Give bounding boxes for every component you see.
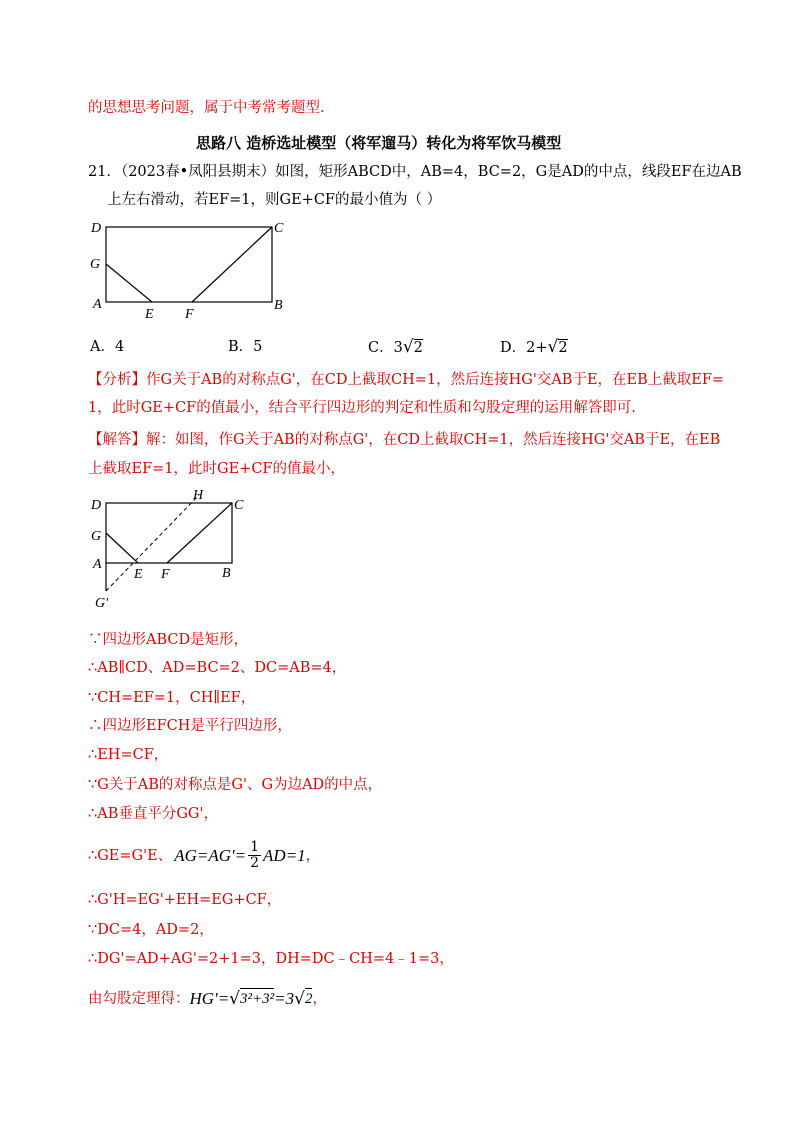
fraction-numerator: 1 [250,839,260,855]
option-c-radicand: 2 [413,340,423,356]
problem-line-1: 21．（2023春•凤阳县期末）如图，矩形ABCD中，AB=4，BC=2，G是AD的中点，线段EF在边AB [88,164,742,180]
option-d-prefix: D．2+ [500,340,548,356]
analysis-tag: 【分析】 [88,372,146,388]
label-c: C [274,221,284,236]
step-8-suffix: ， [305,847,321,864]
radical-sign: √ [547,337,559,357]
radical-sign: √ [402,337,414,357]
solution-line-1 [88,430,720,450]
label-a: A [93,297,102,312]
step-10: ∵DC=4，AD=2， [88,922,214,938]
option-c-prefix: C．3 [368,340,403,356]
rect-abcd-2 [106,503,232,563]
label-f: F [185,307,194,322]
segment-fc [167,503,232,563]
intro-line: 的思想思考问题，属于中考常考题型. [88,100,325,116]
label-d: D [91,221,102,236]
step-8 [88,840,320,871]
option-b[interactable]: B．5 [228,339,263,355]
label-b: B [274,298,283,313]
label-e: E [134,567,143,582]
segment-fc [192,227,272,302]
dashed-g-prime-h [106,495,199,591]
step-8-math-right: AD=1 [263,845,306,865]
fraction-half [248,840,261,871]
radical-sign: √ [294,988,305,1009]
segment-ge [106,533,138,563]
step-8-math-left: AG=AG'= [174,845,247,865]
option-d[interactable] [500,337,568,358]
option-a[interactable]: A．4 [90,339,125,355]
problem-line-2: 上左右滑动，若EF=1，则GE+CF的最小值为（ ） [107,192,442,208]
step-3: ∵CH=EF=1，CH∥EF， [88,690,256,706]
label-h: H [193,488,204,503]
option-d-radicand: 2 [558,340,568,356]
step-9: ∴G'H=EG'+EH=EG+CF， [88,892,282,908]
figure-rectangle-2 [85,485,255,615]
label-a: A [93,557,102,572]
label-f: F [161,567,170,582]
figure-rectangle-1 [85,215,295,325]
label-e: E [145,307,154,322]
step-11: ∴DG'=AD+AG'=2+1=3，DH=DC﹣CH=4﹣1=3， [88,951,454,967]
label-g: G [90,257,101,272]
step-2: ∴AB∥CD、AD=BC=2、DC=AB=4， [88,660,347,676]
solution-line-2: 上截取EF=1，此时GE+CF的值最小， [88,461,345,477]
step-7: ∴AB垂直平分GG'， [88,806,219,822]
solution-tag: 【解答】 [88,432,146,448]
solution-text-1: 解：如图，作G关于AB的对称点G'，在CD上截取CH=1，然后连接HG'交AB于E，在EB [146,432,721,448]
analysis-line-2: 1，此时GE+CF的值最小，结合平行四边形的判定和性质和勾股定理的运用解答即可. [88,400,636,416]
section-title: 思路八 造桥选址模型（将军遛马）转化为将军饮马模型 [196,134,562,152]
final-math-left: HG'= [189,988,230,1008]
segment-ge [106,264,152,302]
rect-abcd [106,227,272,302]
final-prefix: 由勾股定理得： [88,990,190,1007]
final-radicand-2: 2 [305,988,313,1009]
step-5: ∴EH=CF， [88,747,169,763]
option-c[interactable] [368,337,423,358]
final-suffix: ， [312,990,327,1007]
analysis-line-1 [88,370,724,390]
fraction-denominator: 2 [250,855,260,871]
step-8-prefix: ∴GE=G'E、 [88,847,173,864]
label-g: G [91,529,102,544]
step-6: ∵G关于AB的对称点是G'、G为边AD的中点， [88,777,383,793]
final-radicand: 3²+3² [240,988,274,1009]
analysis-text-1: 作G关于AB的对称点G'，在CD上截取CH=1，然后连接HG'交AB于E，在EB上截取EF= [146,372,725,388]
step-4: ∴四边形EFCH是平行四边形， [88,718,292,734]
label-c: C [234,498,244,513]
radical-sign: √ [229,988,241,1009]
label-d: D [91,498,102,513]
final-line [88,988,327,1009]
step-1: ∵四边形ABCD是矩形， [88,632,249,648]
final-eq: =3 [274,988,295,1008]
label-g-prime: G' [95,596,109,611]
label-b: B [222,566,231,581]
